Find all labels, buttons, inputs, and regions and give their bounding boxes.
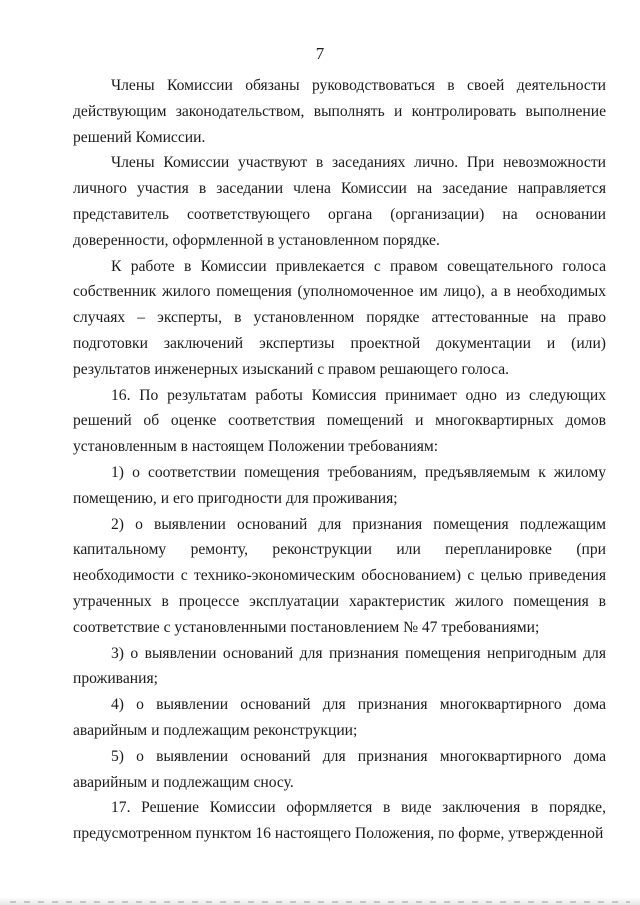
document-body <box>73 73 606 847</box>
paragraph-members-participation: Члены Комиссии участвуют в заседаниях лично. При невозможности личного участия в заседании члена Комиссии на заседание направляется представитель соответствующего органа (организации) на основании доверенности, оформленной в установленном порядке. <box>73 154 606 249</box>
page-number: 7 <box>315 44 325 63</box>
paragraph-decision-4: 4) о выявлении оснований для признания многоквартирного дома аварийным и подлежащим реконструкции; <box>73 696 606 739</box>
paragraph-decision-3: 3) о выявлении оснований для признания помещения непригодным для проживания; <box>73 644 606 688</box>
paragraph-decision-1: 1) о соответствии помещения требованиям, предъявляемым к жилому помещению, и его пригодности для проживания; <box>73 463 606 507</box>
paragraph-16-decisions: 16. По результатам работы Комиссия принимает одно из следующих решений об оценке соответствия помещений и многоквартирных домов установленным в настоящем Положении требованиям: <box>73 386 606 456</box>
paragraph-decision-2: 2) о выявлении оснований для признания помещения подлежащим капитальному ремонту, реконструкции или перепланировке (при необходимости с технико-экономическим обоснованием) с целью приведения утраченных в процессе эксплуатации характеристик жилого помещения в соответствие с установленными постановлением № 47 требованиями; <box>73 515 606 636</box>
paragraph-members-duties: Члены Комиссии обязаны руководствоваться в своей деятельности действующим законодательством, выполнять и контролировать выполнение решений Комиссии. <box>73 77 606 146</box>
paragraph-advisory-vote: К работе в Комиссии привлекается с правом совещательного голоса собственник жилого помещения (уполномоченное им лицо), а в необходимых случаях – эксперты, в установленном порядке аттестованные на право подготовки заключений экспертизы проектной документации и (или) результатов инженерных изысканий с правом решающего голоса. <box>73 257 606 378</box>
paragraph-17-conclusion: 17. Решение Комиссии оформляется в виде заключения в порядке, предусмотренном пунктом 16 настоящего Положения, по форме, утвержденной <box>73 799 606 843</box>
paragraph-decision-5: 5) о выявлении оснований для признания многоквартирного дома аварийным и подлежащим сносу. <box>73 747 606 791</box>
scan-bottom-artifact <box>10 901 630 903</box>
